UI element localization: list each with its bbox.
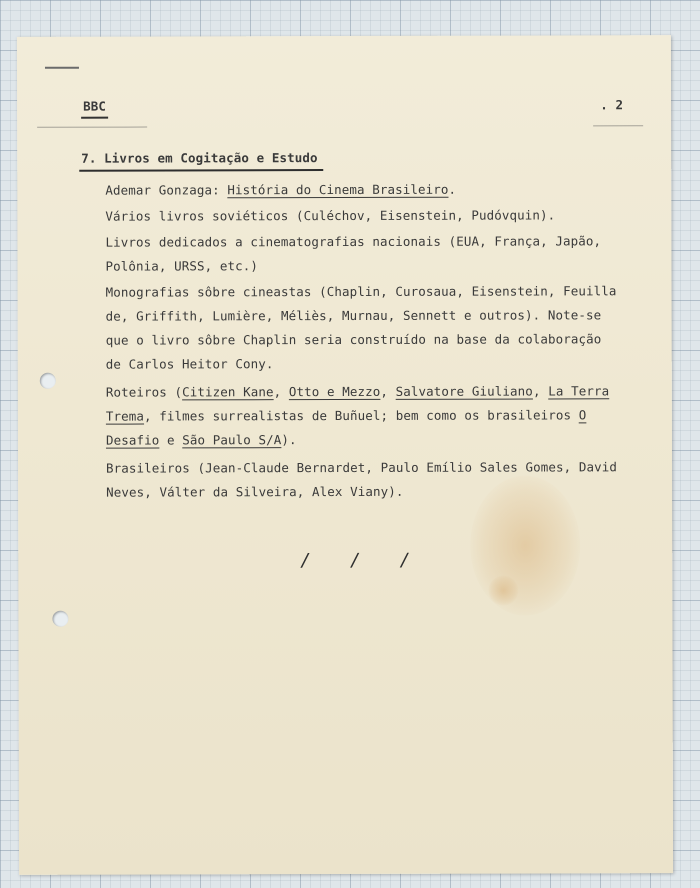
- punch-hole: [52, 611, 68, 627]
- entry-gonzaga: Ademar Gonzaga: História do Cinema Brasileiro.: [105, 181, 457, 198]
- entry-roteiros-line-3: Desafio e São Paulo S/A).: [105, 432, 297, 448]
- header-left: BBC: [83, 98, 106, 114]
- entry-soviet-books: Vários livros soviéticos (Culéchov, Eisenstein, Pudóvquin).: [105, 207, 556, 224]
- entry-monografias-line-2: de, Griffith, Lumière, Méliès, Murnau, Sennett e outros). Note-se: [105, 307, 602, 324]
- entry-national-line-2: Polônia, URSS, etc.): [105, 258, 259, 274]
- header-rule-left: [37, 127, 147, 128]
- foxing-stain: [488, 576, 518, 606]
- entry-brasileiros-line-1: Brasileiros (Jean-Claude Bernardet, Paulo Emílio Sales Gomes, David: [106, 459, 617, 476]
- entry-monografias-line-1: Monografias sôbre cineastas (Chaplin, Curosaua, Eisenstein, Feuilla: [105, 283, 617, 300]
- header-rule-right: [593, 125, 643, 126]
- entry-roteiros-line-1: Roteiros (Citizen Kane, Otto e Mezzo, Salvatore Giuliano, La Terra: [105, 383, 610, 400]
- section-title: 7. Livros em Cogitação e Estudo: [81, 150, 317, 166]
- entry-brasileiros-line-2: Neves, Válter da Silveira, Alex Viany).: [106, 483, 404, 500]
- closing-slashes: / / /: [300, 549, 425, 572]
- foxing-stain: [470, 475, 580, 615]
- entry-monografias-line-3: que o livro sôbre Chaplin seria construído na base da colaboração: [105, 331, 602, 348]
- pen-dash-mark: [45, 67, 79, 69]
- entry-national-line-1: Livros dedicados a cinematografias nacionais (EUA, França, Japão,: [105, 233, 602, 250]
- entry-monografias-line-4: de Carlos Heitor Cony.: [105, 356, 274, 372]
- page-number: . 2: [600, 97, 624, 113]
- punch-hole: [40, 373, 56, 389]
- typed-page: [17, 35, 673, 875]
- entry-roteiros-line-2: Trema, filmes surrealistas de Buñuel; bem como os brasileiros O: [105, 407, 587, 424]
